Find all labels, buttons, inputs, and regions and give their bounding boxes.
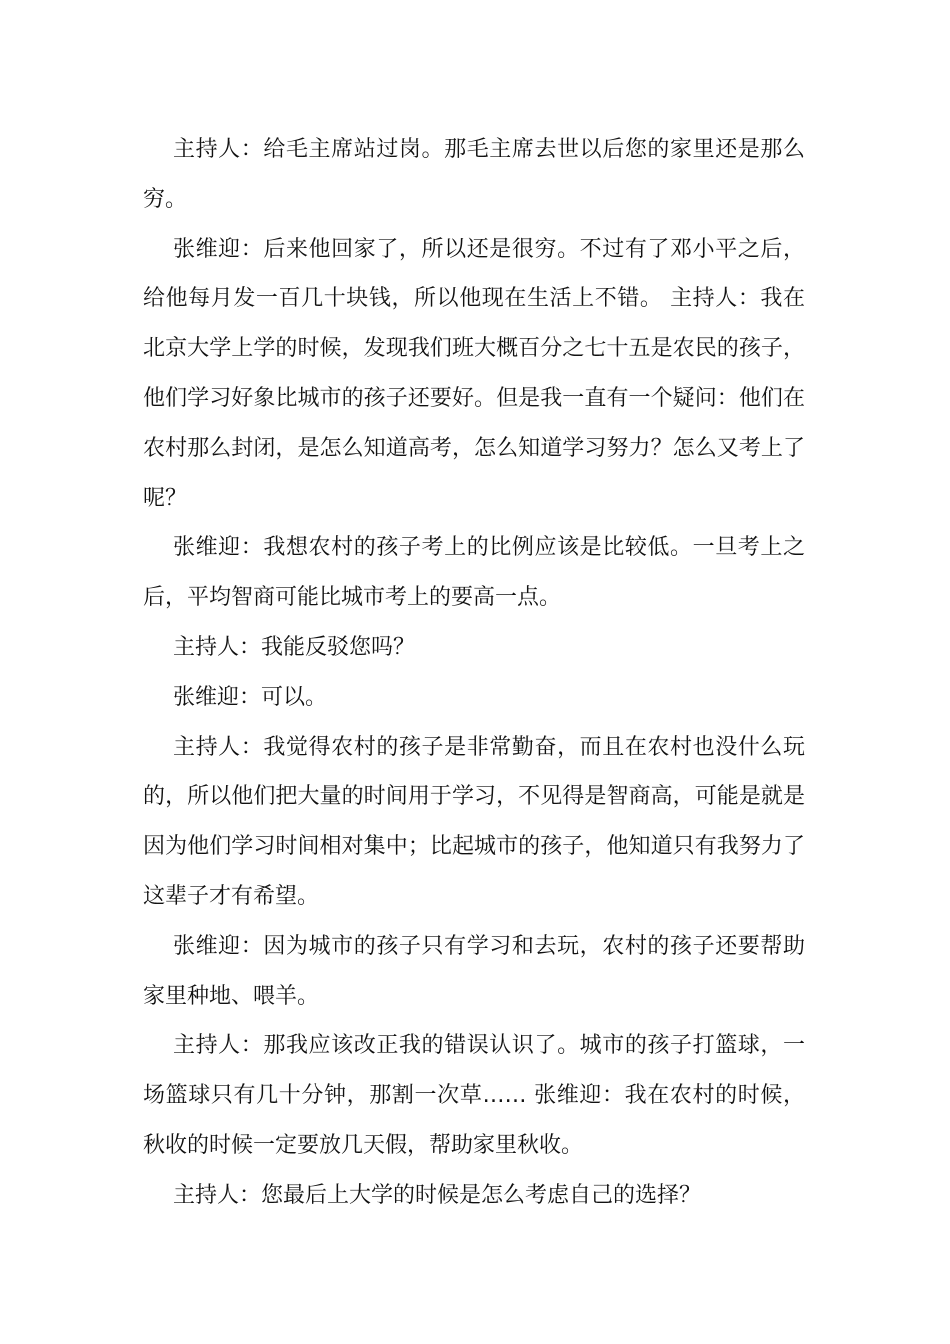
paragraph-host-college-choice: 主持人：您最后上大学的时候是怎么考虑自己的选择？	[173, 1182, 702, 1208]
document-body	[143, 125, 805, 1221]
paragraph-host-diligent: 主持人：我觉得农村的孩子是非常勤奋，而且在农村也没什么玩的，所以他们把大量的时间用于学习，不见得是智商高，可能是就是因为他们学习时间相对集中；比起城市的孩子，他知道只有我努力了这辈子才有希望。	[143, 734, 805, 909]
paragraph-host-correct-view: 主持人：那我应该改正我的错误认识了。城市的孩子打篮球，一场篮球只有几十分钟，那割一次草…… 张维迎：我在农村的时候，秋收的时候一定要放几天假，帮助家里秋收。	[143, 1033, 805, 1158]
paragraph-zhang-family-poor: 张维迎：后来他回家了，所以还是很穷。不过有了邓小平之后，给他每月发一百几十块钱，所以他现在生活上不错。 主持人：我在北京大学上学的时候，发现我们班大概百分之七十五是农民的孩子，他们学习好象比城市的孩子还要好。但是我一直有一个疑问：他们在农村那么封闭，是怎么知道高考，怎么知道学习努力？怎么又考上了呢？	[143, 236, 805, 511]
paragraph-host-rebut: 主持人：我能反驳您吗？	[173, 634, 416, 660]
paragraph-zhang-rural-ratio: 张维迎：我想农村的孩子考上的比例应该是比较低。一旦考上之后，平均智商可能比城市考上的要高一点。	[143, 535, 805, 611]
paragraph-zhang-farm-work: 张维迎：因为城市的孩子只有学习和去玩，农村的孩子还要帮助家里种地、喂羊。	[143, 933, 805, 1009]
paragraph-zhang-yes: 张维迎：可以。	[173, 684, 328, 710]
paragraph-host-guarded-mao: 主持人：给毛主席站过岗。那毛主席去世以后您的家里还是那么穷。	[143, 137, 805, 212]
